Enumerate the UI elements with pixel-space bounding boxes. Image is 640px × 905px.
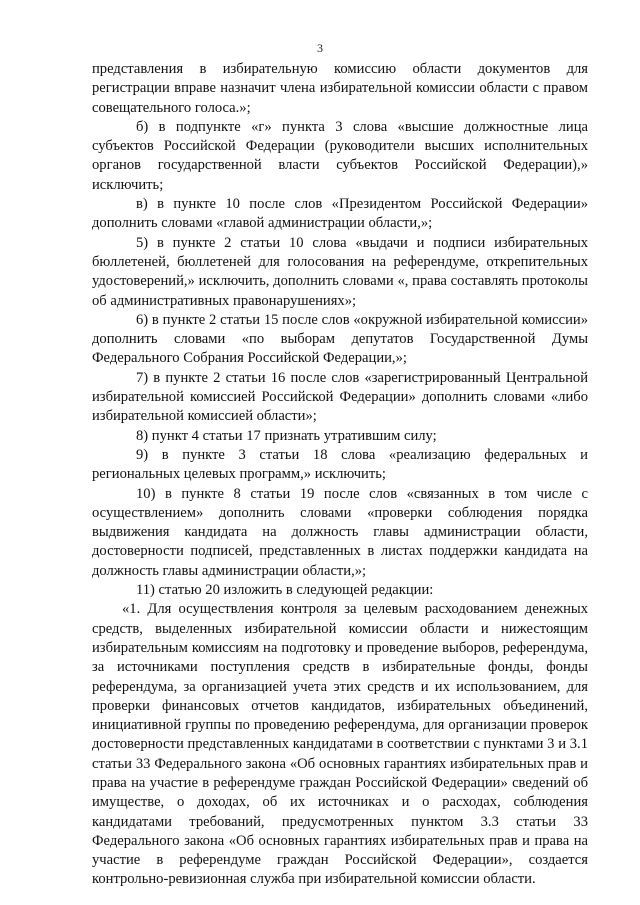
paragraph-article-20-text: «1. Для осуществления контроля за целевым расходованием денежных средств, выделенных избирательной комиссии области и нижестоящим избирательным комиссиям на подготовку и проведение выборов, референдума, за источниками поступления средств в избирательные фонды, фонды референдума, за организацией учета этих средств и их использованием, для проверки финансовых отчетов кандидатов, избирательных объединений, инициативной группы по проведению референдума, для организации проверок достоверности представленных кандидатами в соответствии с пунктами 3 и 3.1 статьи 33 Федерального закона «Об основных гарантиях избирательных прав и права на участие в референдуме граждан Российской Федерации» сведений об имуществе, о доходах, об их источниках и о расходах, соблюдения кандидатами требований, предусмотренных пунктом 3.3 статьи 33 Федерального закона «Об основных гарантиях избирательных прав и права на участие в референдуме граждан Российской Федерации», создается контрольно-ревизионная служба при избирательной комиссии области.	[92, 601, 588, 888]
paragraph-item-9: 9) в пункте 3 статьи 18 слова «реализацию федеральных и региональных целевых программ,» исключить;	[92, 446, 588, 483]
paragraph-item-b: б) в подпункте «г» пункта 3 слова «высшие должностные лица субъектов Российской Федерации (руководители высших исполнительных органов государственной власти субъектов Российской Федерации),» исключить;	[92, 118, 588, 193]
paragraph-item-v: в) в пункте 10 после слов «Президентом Российской Федерации» дополнить словами «главой администрации области,»;	[92, 196, 588, 232]
paragraph-continuation: представления в избирательную комиссию области документов для регистрации вправе назначит члена избирательной комиссии области с правом совещательного голоса.»;	[92, 61, 588, 116]
document-body	[92, 60, 588, 890]
paragraph-item-5: 5) в пункте 2 статьи 10 слова «выдачи и подписи избирательных бюллетеней, бюллетеней для голосования на референдуме, открепительных удостоверений,» исключить, дополнить словами «, права составлять протоколы об административных правонарушениях»;	[92, 234, 588, 309]
paragraph-item-8: 8) пункт 4 статьи 17 признать утратившим силу;	[136, 427, 437, 444]
paragraph-item-7: 7) в пункте 2 статьи 16 после слов «зарегистрированный Центральной избирательной комиссией Российской Федерации» дополнить словами «либо избирательной комиссией области»;	[92, 369, 588, 425]
paragraph-item-11: 11) статью 20 изложить в следующей редакции:	[136, 582, 434, 599]
paragraph-item-6: 6) в пункте 2 статьи 15 после слов «окружной избирательной комиссии» дополнить словами «по выборам депутатов Государственной Думы Федерального Собрания Российской Федерации,»;	[92, 311, 588, 367]
paragraph-item-10: 10) в пункте 8 статьи 19 после слов «связанных в том числе с осуществлением» дополнить словами «проверки соблюдения порядка выдвижения кандидата на должность главы администрации области, достоверности подписей, представленных в листах поддержки кандидата на должность главы администрации области,»;	[92, 485, 588, 579]
page-number: 3	[317, 41, 323, 55]
